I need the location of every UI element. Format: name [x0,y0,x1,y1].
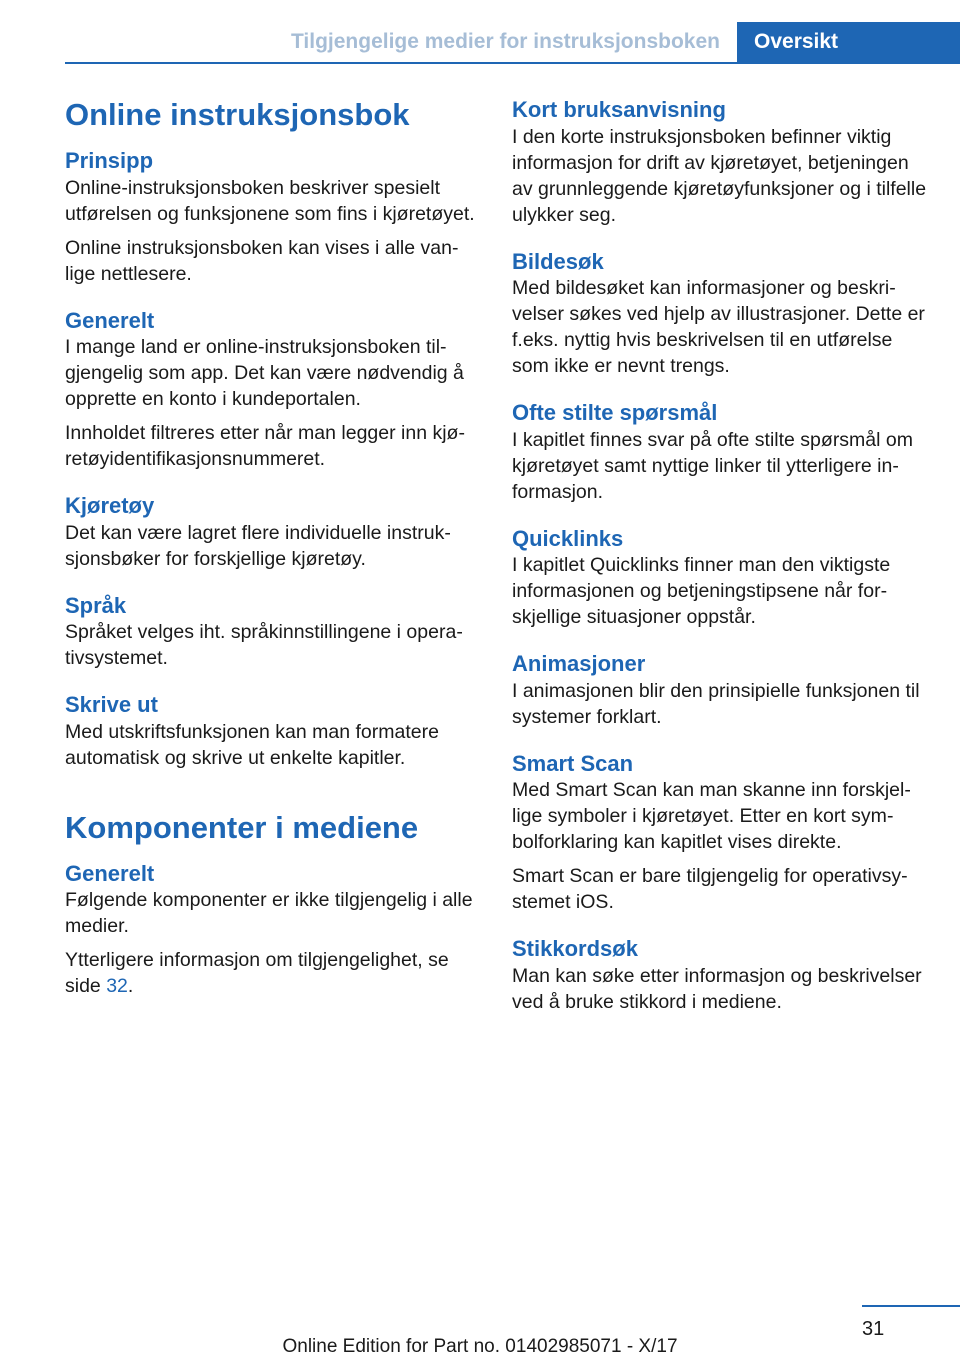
page-link[interactable]: 32 [106,975,128,998]
heading-kjoretoy: Kjøretøy [65,493,155,519]
chapter-title-komponenter: Komponenter i mediene [65,809,419,845]
paragraph-text: Ytterligere informasjon om tilgjengelighet, se side [65,949,449,998]
heading-stikkordsok: Stikkordsøk [512,936,638,961]
paragraph: Med Smart Scan kan man skanne inn forskjellige symboler i kjøretøyet. Etter en kort symbolforklaring kan kapitlet vises direkte. [512,779,911,853]
heading-generelt: Generelt [65,307,155,333]
heading-ofte-stilte: Ofte stilte spørsmål [512,400,718,425]
edition-footer: Online Edition for Part no. 01402985071 - X/17 [282,1336,678,1357]
paragraph: Online-instruksjonsboken beskriver spesielt utførelsen og funksjonene som fins i kjøretøyet. [65,176,475,225]
heading-animasjoner: Animasjoner [512,651,646,676]
paragraph: Med utskriftsfunksjonen kan man formatere automatisk og skrive ut enkelte kapitler. [65,720,439,769]
heading-bildesok: Bildesøk [512,248,604,274]
paragraph: Man kan søke etter informasjon og beskrivelser ved å bruke stikkord i mediene. [512,964,922,1013]
heading-sprak: Språk [65,592,127,618]
paragraph: Språket velges iht. språkinnstillingene i operativsystemet. [65,621,463,670]
paragraph-end: . [127,975,134,998]
paragraph: Med bildesøket kan informasjoner og beskrivelser søkes ved hjelp av illustrasjoner. Dette er f.eks. nyttig hvis beskrivelsen til en utførelse som ikke er nevnt trengs. [512,277,925,377]
paragraph: I kapitlet Quicklinks finner man den viktigste informasjonen og betjeningstipsene når forskjellige situasjoner oppstår. [512,554,891,628]
left-column [65,96,480,999]
paragraph: I den korte instruksjonsboken befinner viktig informasjon for drift av kjøretøyet, betjeningen av grunnleggende kjøretøyfunksjoner og i tilfelle ulykker seg. [512,125,927,226]
paragraph: Det kan være lagret flere individuelle instruksjonsbøker for forskjellige kjøretøy. [65,521,451,570]
heading-skrive-ut: Skrive ut [65,692,158,718]
paragraph: I animasjonen blir den prinsipielle funksjonen til systemer forklart. [512,679,920,728]
header-rule [65,62,960,64]
heading-prinsipp: Prinsipp [65,148,154,174]
heading-kort-bruksanvisning: Kort bruksanvisning [512,97,726,122]
section-title: Tilgjengelige medier for instruksjonsboken [290,30,720,53]
heading-quicklinks: Quicklinks [512,525,624,551]
heading-generelt-2: Generelt [65,860,155,886]
right-column [512,96,932,1015]
page-number: 31 [862,1318,885,1340]
chapter-title-online: Online instruksjonsbok [65,97,410,132]
heading-smart-scan: Smart Scan [512,750,634,776]
paragraph: Online instruksjonsboken kan vises i alle vanlige nettlesere. [65,236,459,285]
paragraph: I mange land er online-instruksjonsboken tilgjengelig som app. Det kan være nødvendig å opprette en konto i kundeportalen. [65,336,464,411]
chapter-tab: Oversikt [737,22,960,62]
footer-rule [862,1305,960,1307]
paragraph: I kapitlet finnes svar på ofte stilte spørsmål om kjøretøyet samt nyttige linker til ytterligere informasjon. [512,428,913,503]
paragraph: Smart Scan er bare tilgjengelig for operativsystemet iOS. [512,865,908,913]
paragraph-with-link [65,947,480,999]
page-header [0,0,960,62]
paragraph: Følgende komponenter er ikke tilgjengelig i alle medier. [65,889,473,938]
paragraph: Innholdet filtreres etter når man legger inn kjøretøyidentifikasjonsnummeret. [65,422,465,471]
